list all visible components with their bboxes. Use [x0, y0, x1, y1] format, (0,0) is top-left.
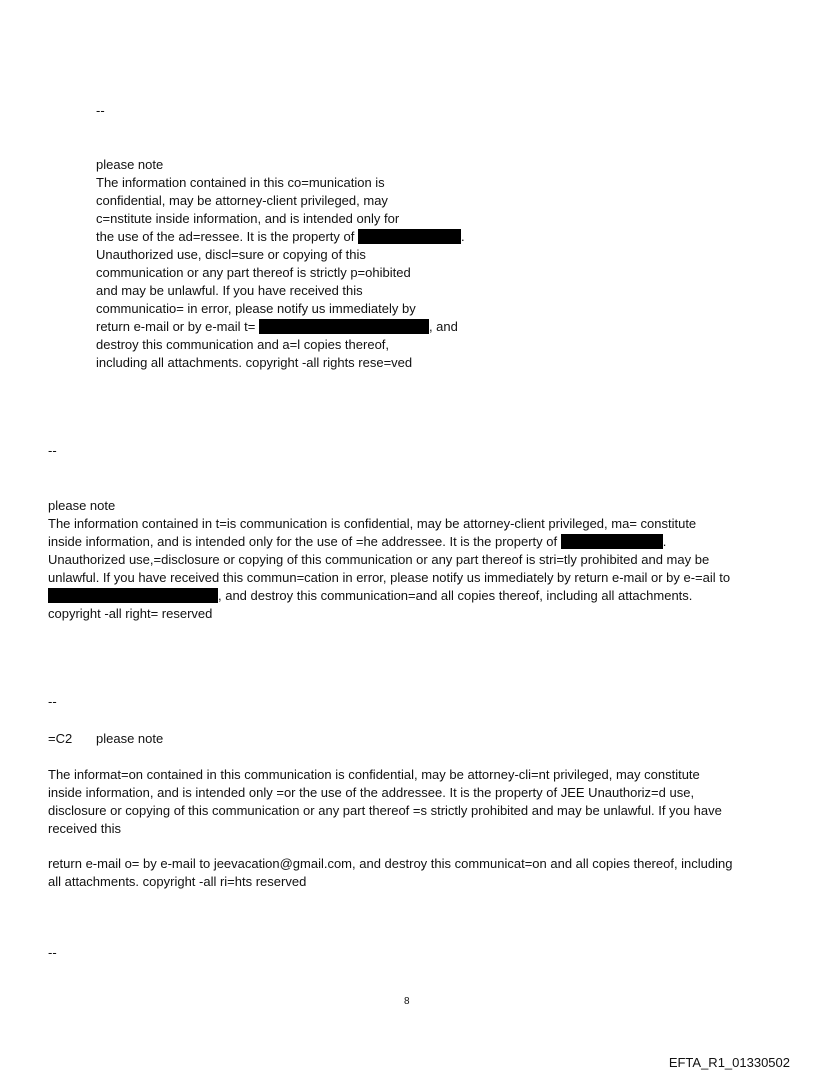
- notice-line: inside information, and is intended only =or the use of the addressee. It is the property of JEE Unauthoriz=d use,: [48, 785, 695, 800]
- notice-text: .: [662, 534, 667, 549]
- redaction-box: [259, 319, 429, 334]
- notice-line: confidential, may be attorney-client privileged, may: [96, 193, 388, 208]
- redaction-box: [48, 588, 218, 603]
- notice-line: disclosure or copying of this communication or any part thereof =s strictly prohibited and may be unlawful. If you have: [48, 803, 722, 818]
- encoding-prefix: =C2: [48, 731, 73, 746]
- notice-line: Unauthorized use, discl=sure or copying of this: [96, 247, 366, 262]
- notice-line: unlawful. If you have received this commun=cation in error, please notify us immediately by return e-mail or by e-=ail to: [48, 570, 731, 585]
- redaction-box: [561, 534, 663, 549]
- notice-line: and may be unlawful. If you have received this: [96, 283, 363, 298]
- notice-line: all attachments. copyright -all ri=hts reserved: [48, 874, 307, 889]
- notice-heading: please note: [96, 157, 164, 172]
- separator: --: [96, 103, 105, 118]
- notice-text: inside information, and is intended only for the use of =he addressee. It is the property of: [48, 534, 558, 549]
- redaction-box: [358, 229, 461, 244]
- notice-line: [96, 228, 465, 246]
- notice-heading: please note: [48, 498, 116, 513]
- notice-line: return e-mail o= by e-mail to jeevacation@gmail.com, and destroy this communicat=on and all copies thereof, including: [48, 856, 733, 871]
- notice-line: communicatio= in error, please notify us immediately by: [96, 301, 416, 316]
- notice-text: the use of the ad=ressee. It is the property of: [96, 229, 355, 244]
- notice-line: copyright -all right= reserved: [48, 606, 213, 621]
- notice-line: destroy this communication and a=l copies thereof,: [96, 337, 390, 352]
- notice-line: The informat=on contained in this communication is confidential, may be attorney-cli=nt privileged, may constitute: [48, 767, 700, 782]
- notice-text: , and: [428, 319, 458, 334]
- notice-line: communication or any part thereof is strictly p=ohibited: [96, 265, 411, 280]
- notice-text: .: [460, 229, 465, 244]
- notice-line: Unauthorized use,=disclosure or copying of this communication or any part thereof is stri=tly prohibited and may be: [48, 552, 710, 567]
- separator: --: [48, 694, 57, 709]
- notice-line: received this: [48, 821, 121, 836]
- separator: --: [48, 945, 57, 960]
- notice-heading: please note: [96, 731, 164, 746]
- notice-line: [48, 533, 666, 551]
- notice-line: [48, 587, 692, 605]
- notice-line: [96, 318, 458, 336]
- notice-line: including all attachments. copyright -all rights rese=ved: [96, 355, 413, 370]
- notice-line: The information contained in this co=munication is: [96, 175, 385, 190]
- document-id: EFTA_R1_01330502: [668, 1055, 790, 1070]
- notice-line: c=nstitute inside information, and is intended only for: [96, 211, 400, 226]
- notice-line: The information contained in t=is communication is confidential, may be attorney-client privileged, ma= constitute: [48, 516, 697, 531]
- notice-text: , and destroy this communication=and all copies thereof, including all attachments.: [218, 588, 693, 603]
- page-number: 8: [404, 996, 410, 1007]
- separator: --: [48, 443, 57, 458]
- notice-text: return e-mail or by e-mail t=: [96, 319, 256, 334]
